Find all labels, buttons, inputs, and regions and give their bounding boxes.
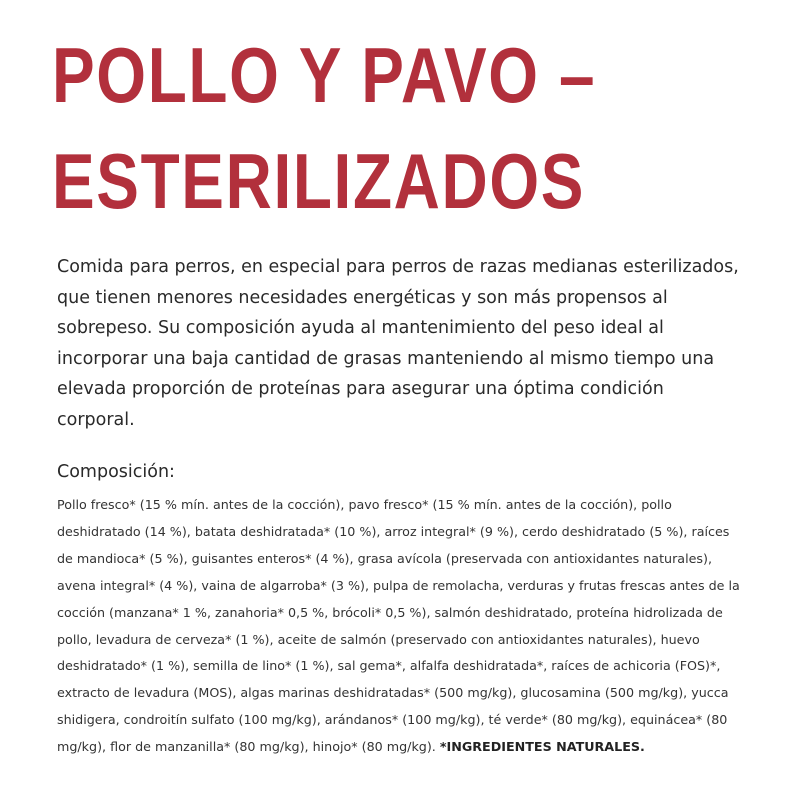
product-description: Comida para perros, en especial para perros de razas medianas esterilizados, que tienen menores necesidades energéticas y son más propensos al sobrepeso. Su composición ayuda al mantenimiento del peso ideal al incorporar una baja cantidad de grasas manteniendo al mismo tiempo una elevada proporción de proteínas para asegurar una óptima condición corporal. [57,257,739,430]
product-title-line-1: POLLO Y PAVO – [52,31,597,119]
natural-ingredients-note: *INGREDIENTES NATURALES. [439,739,645,755]
composition-heading: Composición: [57,462,175,482]
composition-text [57,492,749,761]
product-title [52,22,642,234]
ingredient-list: Pollo fresco* (15 % mín. antes de la cocción), pavo fresco* (15 % mín. antes de la cocción), pollo deshidratado (14 %), batata deshidratada* (10 %), arroz integral* (9 %), cerdo deshidratado (5 %), raíces de mandioca* (5 %), guisantes enteros* (4 %), grasa avícola (preservada con antioxidantes naturales), avena integral* (4 %), vaina de algarroba* (3 %), pulpa de remolacha, verduras y frutas frescas antes de la cocción (manzana* 1 %, zanahoria* 0,5 %, brócoli* 0,5 %), salmón deshidratado, proteína hidrolizada de pollo, levadura de cerveza* (1 %), aceite de salmón (preservado con antioxidantes naturales), huevo deshidratado* (1 %), semilla de lino* (1 %), sal gema*, alfalfa deshidratada*, raíces de achicoria (FOS)*, extracto de levadura (MOS), algas marinas deshidratadas* (500 mg/kg), glucosamina (500 mg/kg), yucca shidigera, condroitín sulfato (100 mg/kg), arándanos* (100 mg/kg), té verde* (80 mg/kg), equinácea* (80 mg/kg), flor de manzanilla* (80 mg/kg), hinojo* (80 mg/kg). [57,497,740,755]
product-title-line-2: ESTERILIZADOS [52,137,586,225]
